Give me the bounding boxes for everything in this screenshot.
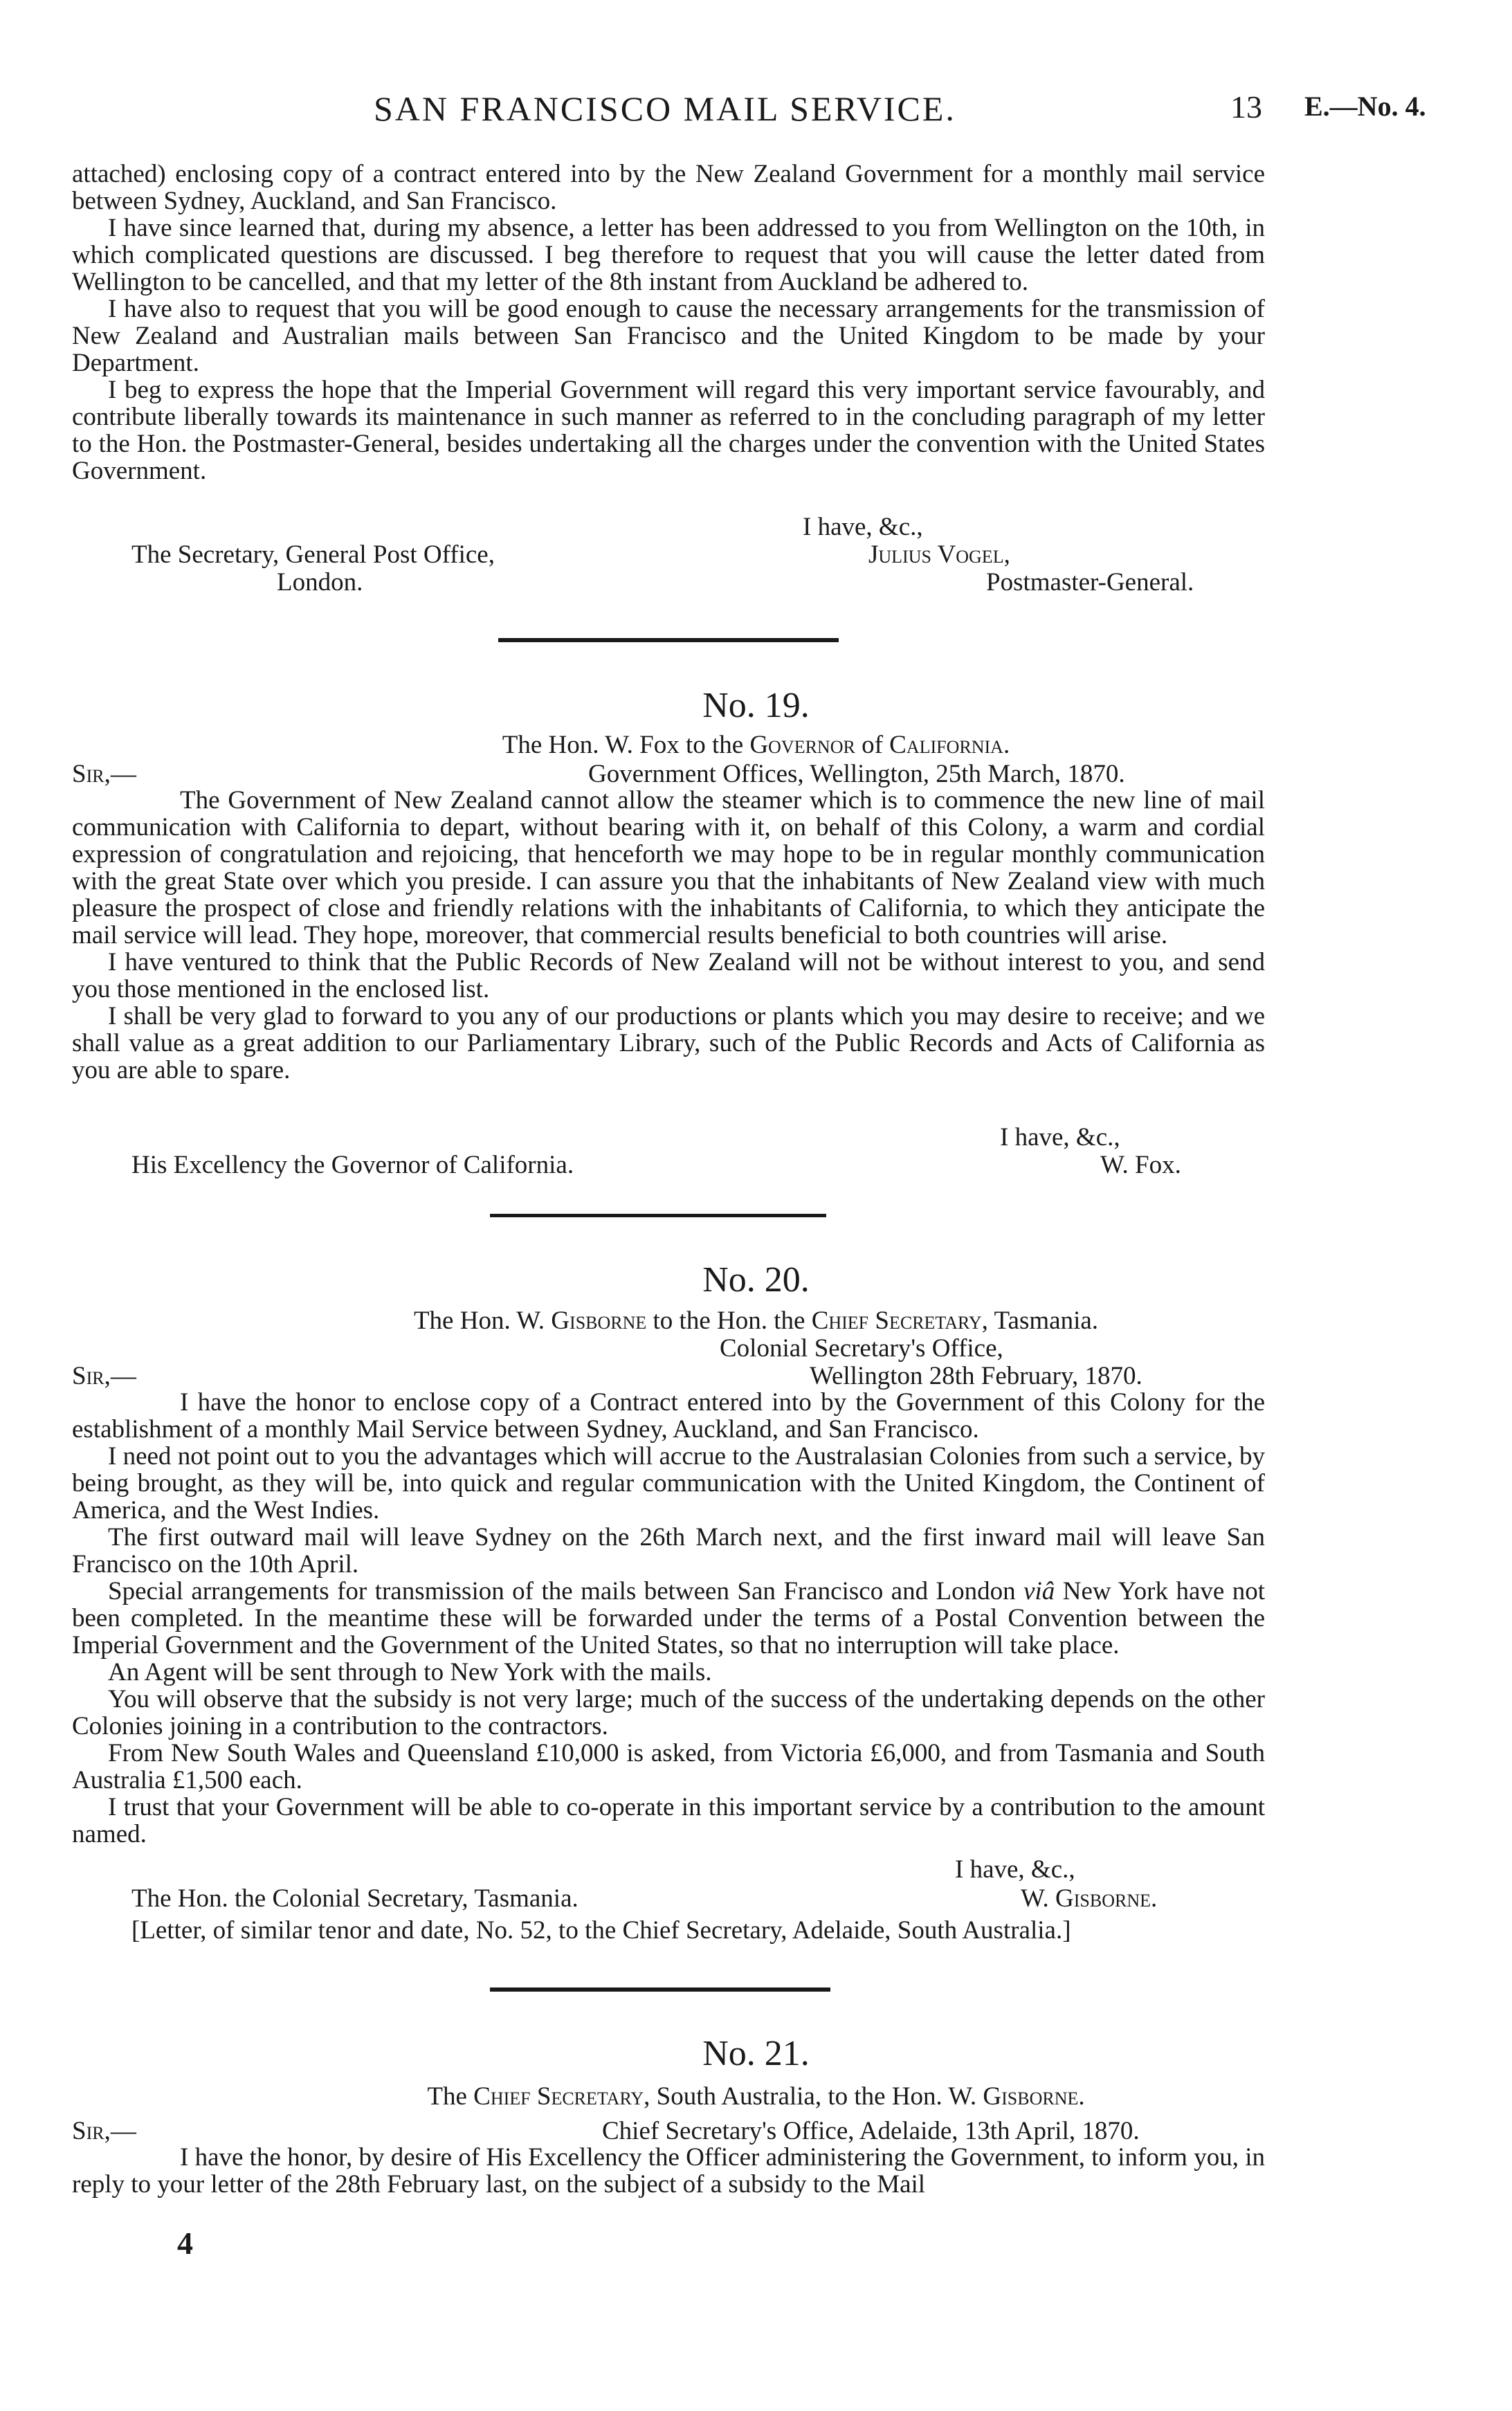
letter-number: No. 19. [702,686,810,725]
letter-18-body [72,161,1265,484]
series-number: E.—No. 4. [1304,91,1426,122]
signature-title: Postmaster-General. [986,568,1194,597]
letter-heading: The Hon. W. Fox to the Governor of California. [502,731,1010,759]
paragraph: I trust that your Government will be able to co-operate in this important service by a contribution to the amount named. [72,1793,1265,1848]
closing: I have, &c., [803,513,923,541]
addressee: The Hon. the Colonial Secretary, Tasmania. [131,1884,579,1913]
signature-mark: 4 [177,2226,193,2261]
letter-heading: The Hon. W. Gisborne to the Hon. the Chief Secretary, Tasmania. [413,1307,1099,1335]
addressee-city: London. [277,568,363,597]
salutation: Sir,— [72,1362,136,1390]
signature: Julius Vogel, [868,540,1010,569]
editorial-note: [Letter, of similar tenor and date, No. 52, to the Chief Secretary, Adelaide, South Australia.] [131,1916,1071,1945]
section-divider [498,638,839,642]
dateline: Wellington 28th February, 1870. [810,1362,1142,1390]
paragraph: You will observe that the subsidy is not very large; much of the success of the undertaking depends on the other Colonies joining in a contribution to the contractors. [72,1685,1265,1740]
dateline-office: Colonial Secretary's Office, [720,1334,1003,1363]
paragraph: The first outward mail will leave Sydney on the 26th March next, and the first inward mail will leave San Francisco on the 10th April. [72,1523,1265,1578]
paragraph: From New South Wales and Queensland £10,000 is asked, from Victoria £6,000, and from Tasmania and South Australia £1,500 each. [72,1739,1265,1794]
paragraph: I need not point out to you the advantages which will accrue to the Australasian Colonies from such a service, by being brought, as they will be, into quick and regular communication with the United Kingdom, the Continent of America, and the West Indies. [72,1442,1265,1525]
salutation: Sir,— [72,760,136,788]
paragraph: I have since learned that, during my absence, a letter has been addressed to you from Wellington on the 10th, in which complicated questions are discussed. I beg therefore to request that you will cause the letter dated from Wellington to be cancelled, and that my letter of the 8th instant from Auckland be adhered to. [72,214,1265,296]
closing: I have, &c., [955,1855,1075,1884]
dateline: Chief Secretary's Office, Adelaide, 13th April, 1870. [602,2117,1140,2145]
paragraph: attached) enclosing copy of a contract entered into by the New Zealand Government for a monthly mail service between Sydney, Auckland, and San Francisco. [72,160,1265,215]
letter-number: No. 21. [702,2034,810,2073]
paragraph: I have the honor to enclose copy of a Contract entered into by the Government of this Colony for the establishment of a monthly Mail Service between Sydney, Auckland, and San Francisco. [72,1388,1265,1444]
letter-heading: The Chief Secretary, South Australia, to the Hon. W. Gisborne. [427,2082,1085,2111]
paragraph: An Agent will be sent through to New York with the mails. [108,1658,712,1686]
addressee: The Secretary, General Post Office, [131,540,495,569]
letter-20-body [72,1389,1265,1848]
paragraph: I have ventured to think that the Public Records of New Zealand will not be without interest to you, and send you those mentioned in the enclosed list. [72,948,1265,1003]
paragraph: Special arrangements for transmission of the mails between San Francisco and London viâ New York have not been completed. In the meantime these will be forwarded under the terms of a Postal Convention between the Imperial Government and the Government of the United States, so that no interruption will take place. [72,1577,1266,1659]
paragraph: I beg to express the hope that the Imperial Government will regard this very important service favourably, and contribute liberally towards its maintenance in such manner as referred to in the concluding paragraph of my letter to the Hon. the Postmaster-General, besides undertaking all the charges under the convention with the United States Government. [72,376,1265,485]
letter-19-body [72,787,1265,1084]
section-divider [490,1214,826,1217]
section-divider [490,1987,830,1992]
signature: W. Fox. [1100,1151,1181,1179]
dateline: Government Offices, Wellington, 25th March, 1870. [588,760,1125,788]
paragraph: I shall be very glad to forward to you any of our productions or plants which you may desire to receive; and we shall value as a great addition to our Parliamentary Library, such of the Public Records and Acts of California as you are able to spare. [72,1002,1265,1084]
salutation: Sir,— [72,2117,136,2145]
addressee: His Excellency the Governor of California. [131,1151,574,1179]
running-header-title: SAN FRANCISCO MAIL SERVICE. [374,89,956,128]
paragraph: The Government of New Zealand cannot allow the steamer which is to commence the new line of mail communication with California to depart, without bearing with it, on behalf of this Colony, a warm and cordial expression of congratulation and rejoicing, that henceforth we may hope to be in regular monthly communication with the great State over which you preside. I can assure you that the inhabitants of New Zealand view with much pleasure the prospect of close and friendly relations with the inhabitants of California, to which they anticipate the mail service will lead. They hope, moreover, that commercial results beneficial to both countries will arise. [72,786,1265,949]
letter-21-body [72,2144,1265,2198]
closing: I have, &c., [1000,1123,1120,1152]
paragraph: I have also to request that you will be good enough to cause the necessary arrangements for the transmission of New Zealand and Australian mails between San Francisco and the United Kingdom to be made by your Department. [72,295,1265,377]
page-number: 13 [1230,89,1262,125]
signature: W. Gisborne. [1021,1884,1158,1913]
paragraph: I have the honor, by desire of His Excellency the Officer administering the Government, to inform you, in reply to your letter of the 28th February last, on the subject of a subsidy to the Mail [72,2143,1265,2199]
letter-number: No. 20. [702,1260,810,1300]
